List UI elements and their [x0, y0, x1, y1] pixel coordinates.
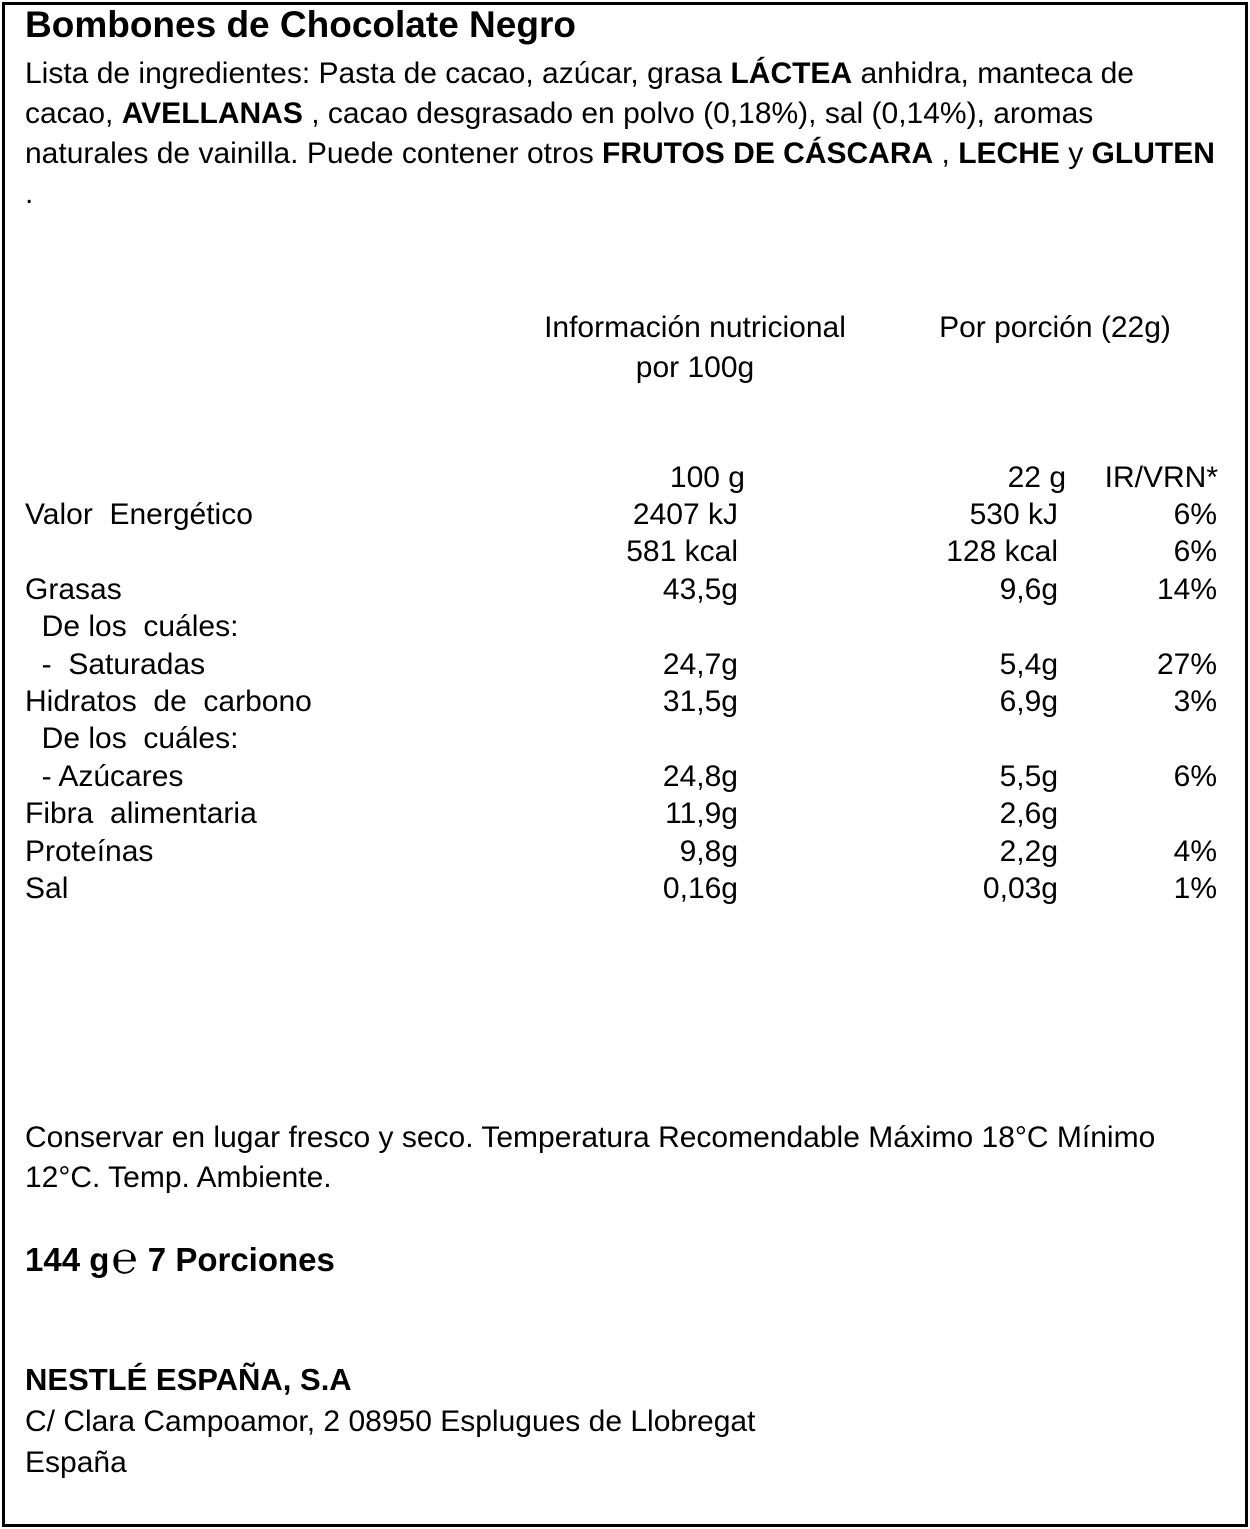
ingredients-text: .	[25, 177, 34, 210]
nutrient-label: De los cuáles:	[25, 722, 239, 755]
company-address: C/ Clara Campoamor, 2 08950 Esplugues de Llobregat	[25, 1405, 756, 1438]
nutrient-label: Sal	[25, 872, 69, 905]
value-per-portion: 9,6g	[999, 573, 1058, 606]
nutrient-label: - Saturadas	[25, 648, 206, 681]
nutrient-label: Grasas	[25, 573, 122, 606]
storage-instructions: Conservar en lugar fresco y seco. Temperatura Recomendable Máximo 18°C Mínimo 12°C. Temp. Ambiente.	[25, 1121, 1156, 1194]
ingredients-text: anhidra, manteca de cacao,	[25, 57, 1134, 130]
nutrient-label: Hidratos de carbono	[25, 685, 312, 718]
value-per-100g: 24,7g	[662, 648, 738, 681]
value-ir-vrn: 14%	[1156, 573, 1217, 606]
ingredients-text: y	[1059, 137, 1092, 170]
ingredients-text: Pasta de cacao, azúcar, grasa	[310, 57, 731, 90]
net-weight	[25, 1234, 335, 1283]
value-per-100g: 11,9g	[665, 797, 738, 830]
value-per-portion: 0,03g	[982, 872, 1058, 905]
header-per-portion: Por porción (22g)	[939, 311, 1171, 344]
nutrient-label: Proteínas	[25, 835, 154, 868]
value-ir-vrn: 3%	[1173, 685, 1217, 718]
ingredients-list	[25, 54, 1215, 214]
net-weight-amount: 144 g	[25, 1241, 110, 1278]
ingredients-label: Lista de ingredientes:	[25, 57, 311, 90]
value-ir-vrn: 6%	[1173, 760, 1217, 793]
header-per-100g	[520, 308, 870, 388]
ingredients-text: ,	[933, 137, 959, 170]
value-per-100g: 0,16g	[662, 872, 738, 905]
value-per-100g: 43,5g	[662, 573, 738, 606]
value-per-portion: 2,6g	[999, 797, 1058, 830]
value-ir-vrn: 6%	[1173, 498, 1217, 531]
header-per-100g-line1: Información nutricional	[544, 311, 846, 344]
value-per-portion: 6,9g	[999, 685, 1058, 718]
value-per-portion: 5,4g	[999, 648, 1058, 681]
value-per-100g: 24,8g	[662, 760, 738, 793]
value-ir-vrn: 1%	[1173, 872, 1217, 905]
nutrient-label: - Azúcares	[25, 760, 184, 793]
subheader-100g: 100 g	[669, 461, 745, 494]
header-per-100g-line2: por 100g	[635, 351, 755, 384]
nutrient-label: Fibra alimentaria	[25, 797, 257, 830]
estimated-sign-icon: ℮	[111, 1234, 138, 1283]
value-per-100g: 581 kcal	[626, 535, 738, 568]
allergen-leche: LECHE	[958, 137, 1060, 170]
nutrient-label: Valor Energético	[25, 498, 253, 531]
allergen-frutos-cascara: FRUTOS DE CÁSCARA	[602, 137, 934, 170]
value-per-100g: 2407 kJ	[632, 498, 738, 531]
subheader-22g: 22 g	[1007, 461, 1066, 494]
value-per-portion: 5,5g	[999, 760, 1058, 793]
value-per-100g: 31,5g	[662, 685, 738, 718]
value-per-portion: 128 kcal	[946, 535, 1058, 568]
allergen-lactea: LÁCTEA	[730, 57, 853, 90]
company-country: España	[25, 1446, 127, 1479]
value-per-100g: 9,8g	[679, 835, 738, 868]
value-per-portion: 530 kJ	[969, 498, 1058, 531]
value-ir-vrn: 27%	[1156, 648, 1217, 681]
value-per-portion: 2,2g	[999, 835, 1058, 868]
portions-count: 7 Porciones	[147, 1241, 335, 1278]
value-ir-vrn: 4%	[1173, 835, 1217, 868]
allergen-avellanas: AVELLANAS	[121, 97, 303, 130]
allergen-gluten: GLUTEN	[1091, 137, 1215, 170]
product-title: Bombones de Chocolate Negro	[25, 4, 576, 45]
value-ir-vrn: 6%	[1173, 535, 1217, 568]
subheader-ir-vrn: IR/VRN*	[1104, 461, 1218, 494]
nutrient-label: De los cuáles:	[25, 610, 239, 643]
company-name: NESTLÉ ESPAÑA, S.A	[25, 1362, 352, 1397]
ingredients-text: , cacao desgrasado en polvo (0,18%), sal (0,14%), aromas naturales de vainilla. Puede contener otros	[25, 97, 1094, 170]
